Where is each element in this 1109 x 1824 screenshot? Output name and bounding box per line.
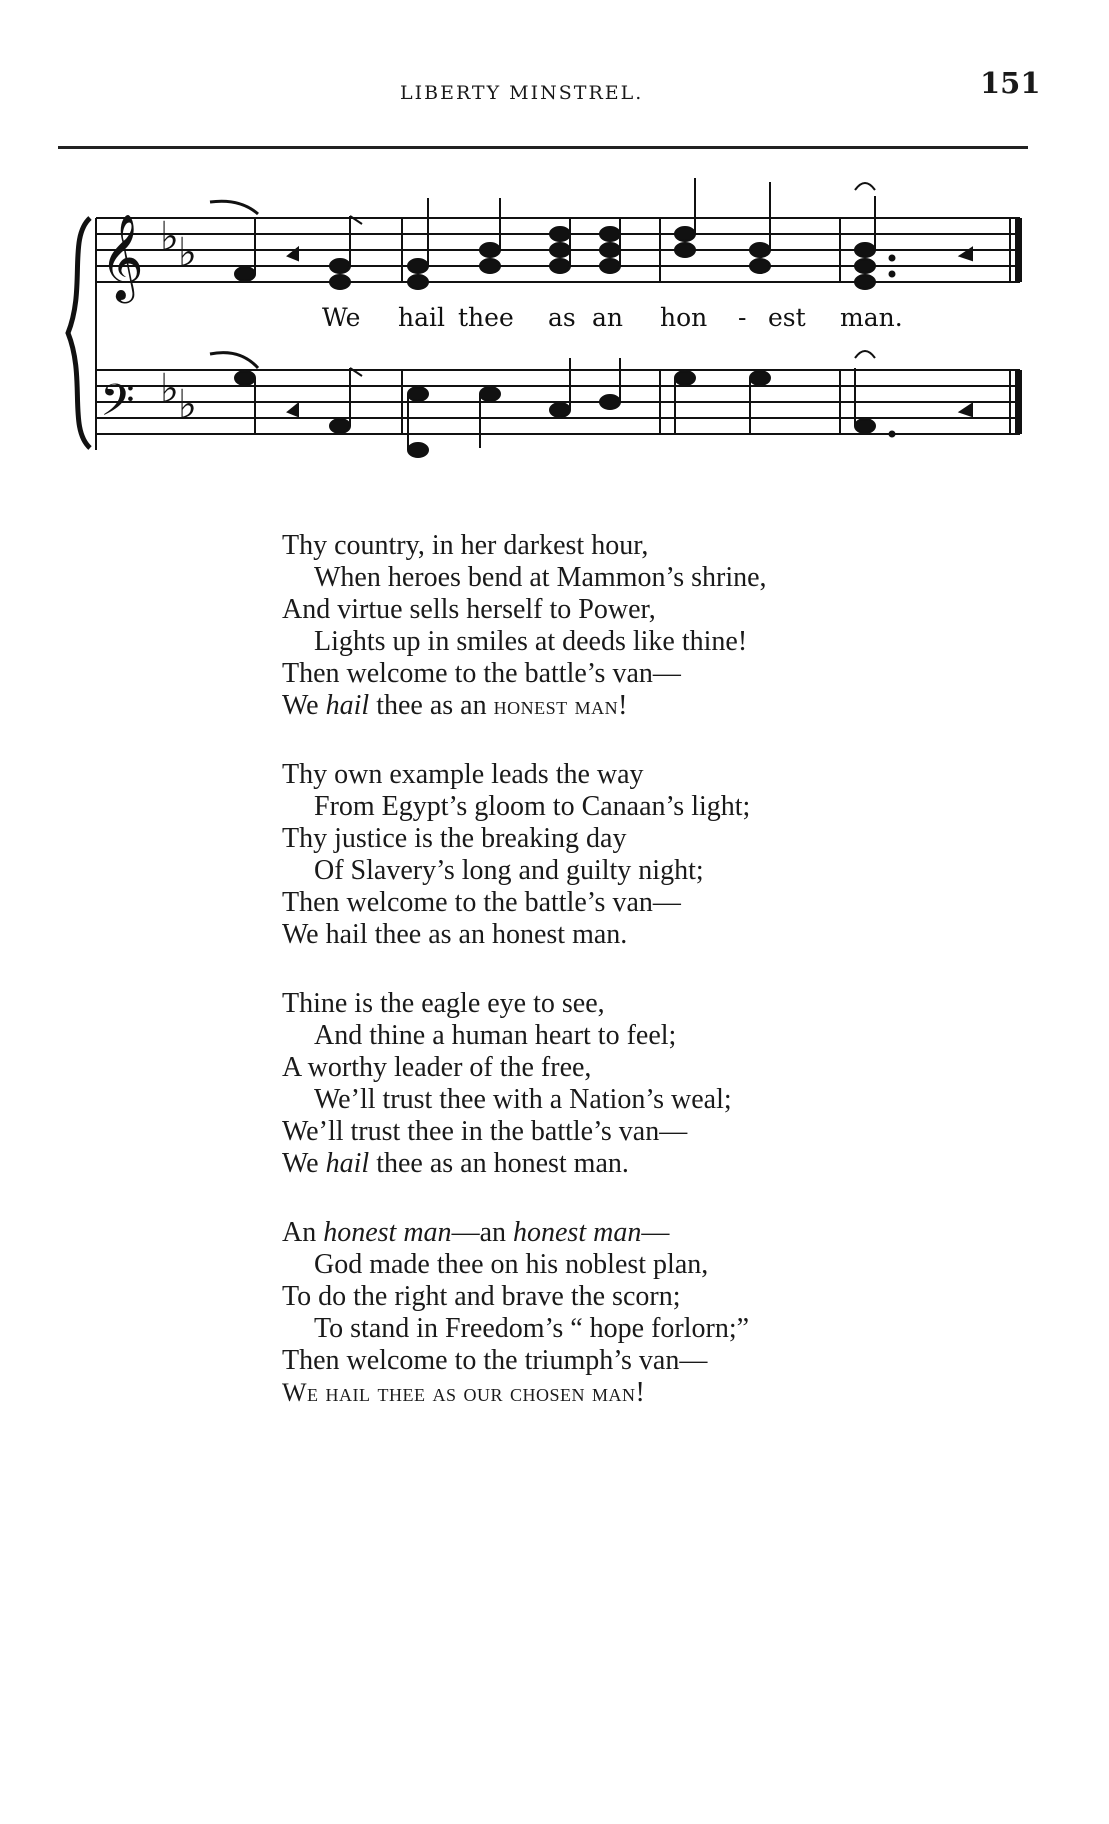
- line-text: thee as an: [369, 690, 494, 721]
- poem-line: We’ll trust thee in the battle’s van—: [282, 1116, 688, 1147]
- poem-line: Then welcome to the battle’s van—: [282, 658, 681, 689]
- flat-sign-icon: ♭: [160, 366, 179, 412]
- poem-line: [282, 1217, 922, 1249]
- poem-line: Then welcome to the battle’s van—: [282, 887, 681, 918]
- treble-clef-icon: 𝄞: [100, 214, 144, 300]
- stanza: [282, 759, 922, 951]
- header-rule: [58, 146, 1028, 149]
- lyric-word: -: [738, 303, 747, 332]
- line-text: !: [635, 1377, 645, 1408]
- line-text: —: [641, 1217, 670, 1248]
- stanza: [282, 1217, 922, 1409]
- lyric-word: an: [592, 303, 624, 332]
- poem-line: Thy justice is the breaking day: [282, 823, 627, 854]
- lyric-word: man.: [840, 303, 903, 332]
- final-barline: [1015, 218, 1022, 282]
- lyric-word: est: [768, 303, 806, 332]
- poem-line: To do the right and brave the scorn;: [282, 1281, 681, 1312]
- lyric-word: We: [322, 303, 361, 332]
- poem-line: [282, 1148, 922, 1180]
- slur: [210, 201, 258, 214]
- final-barline: [1015, 370, 1022, 434]
- poem-line: When heroes bend at Mammon’s shrine,: [314, 562, 767, 593]
- stanza: [282, 988, 922, 1180]
- poem-line: Thine is the eagle eye to see,: [282, 988, 605, 1019]
- poem-line: Lights up in smiles at deeds like thine!: [314, 626, 748, 657]
- bass-notes: [235, 358, 972, 457]
- poem-line: Of Slavery’s long and guilty night;: [314, 855, 704, 886]
- line-text: thee as an honest man.: [369, 1148, 629, 1179]
- poem-line: A worthy leader of the free,: [282, 1052, 592, 1083]
- emphasis-text: honest man: [513, 1217, 642, 1248]
- poem-line: To stand in Freedom’s “ hope forlorn;”: [314, 1313, 750, 1344]
- flat-sign-icon: ♭: [160, 214, 179, 260]
- bass-clef-icon: 𝄢: [100, 374, 135, 437]
- lyric-word: hail: [398, 303, 445, 332]
- poem-line: From Egypt’s gloom to Canaan’s light;: [314, 791, 751, 822]
- flat-sign-icon: ♭: [178, 230, 197, 276]
- line-text: We: [282, 1148, 326, 1179]
- poem-line: And virtue sells herself to Power,: [282, 594, 656, 625]
- line-text: —an: [451, 1217, 513, 1248]
- lyric-word: as: [548, 303, 576, 332]
- poem-line: Then welcome to the triumph’s van—: [282, 1345, 708, 1376]
- poem-line: We hail thee as an honest man.: [282, 919, 628, 950]
- small-caps-text: honest man: [493, 691, 619, 720]
- emphasis-text: hail: [325, 690, 370, 721]
- page-number: 151: [980, 66, 1041, 100]
- poem-line: We’ll trust thee with a Nation’s weal;: [314, 1084, 732, 1115]
- poem-line: Thy own example leads the way: [282, 759, 644, 790]
- music-score: [60, 178, 1040, 508]
- slur: [210, 353, 258, 368]
- fermata-icon: [855, 183, 875, 190]
- poem-line: God made thee on his noblest plan,: [314, 1249, 709, 1280]
- poem-line: Thy country, in her darkest hour,: [282, 530, 649, 561]
- poem-line: [282, 1377, 922, 1409]
- line-text: An: [282, 1217, 324, 1248]
- stanza: [282, 530, 922, 722]
- line-text: !: [618, 690, 628, 721]
- running-header: LIBERTY MINSTREL.: [400, 82, 644, 104]
- flat-sign-icon: ♭: [178, 382, 197, 428]
- emphasis-text: hail: [325, 1148, 370, 1179]
- fermata-icon: [855, 351, 875, 358]
- poem-line: And thine a human heart to feel;: [314, 1020, 677, 1051]
- line-text: We: [282, 690, 326, 721]
- emphasis-text: honest man: [323, 1217, 452, 1248]
- lyric-word: hon: [660, 303, 708, 332]
- lyric-word: thee: [458, 303, 514, 332]
- poem: [282, 530, 922, 1446]
- poem-line: [282, 690, 922, 722]
- small-caps-text: We hail thee as our chosen man: [282, 1378, 636, 1407]
- grand-staff-brace: [68, 218, 90, 448]
